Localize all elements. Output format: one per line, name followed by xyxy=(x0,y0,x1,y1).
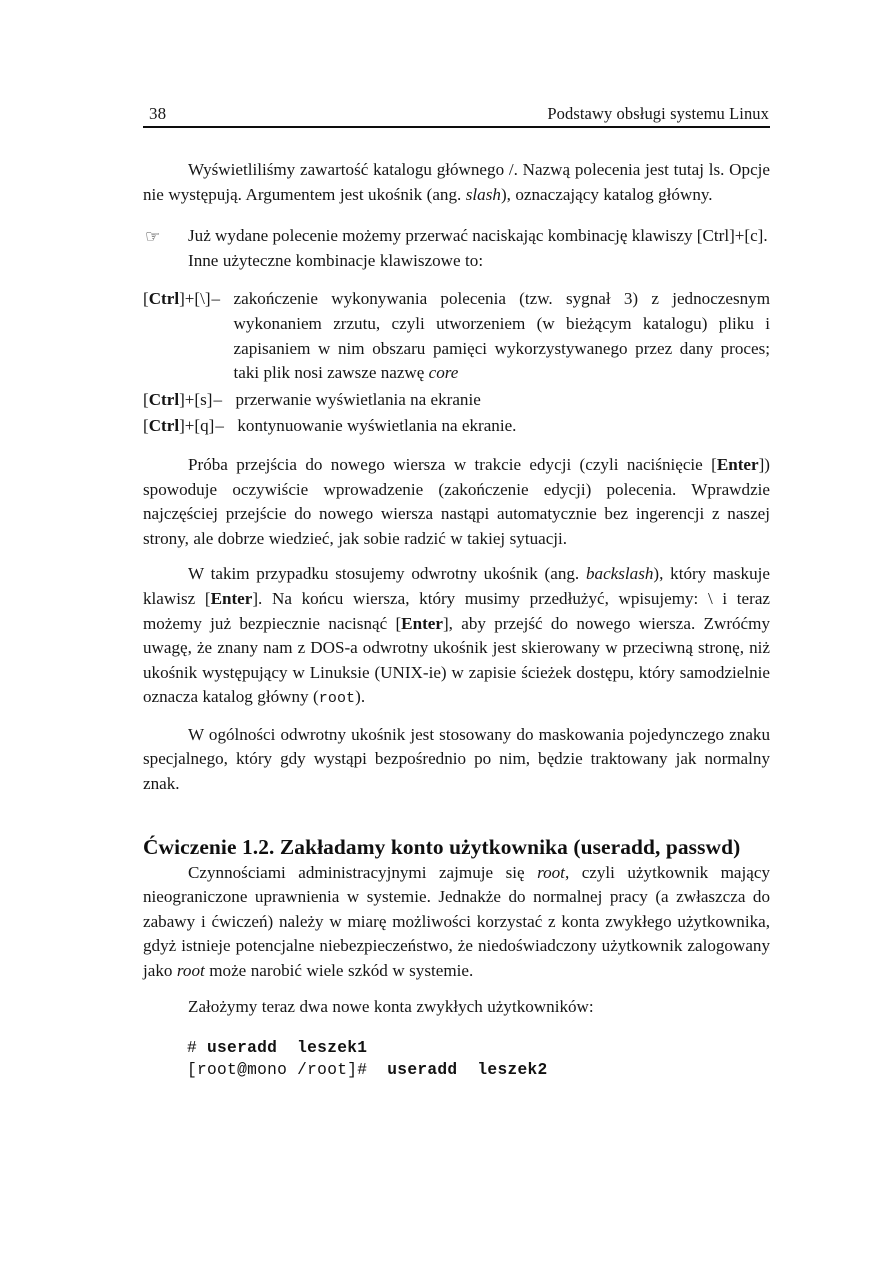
key-ctrl-label: Ctrl xyxy=(148,389,180,409)
intro-paragraph: Wyświetliliśmy zawartość katalogu głównego /. Nazwą polecenia jest tutaj ls. Opcje nie występują. Argumentem jest ukośnik (ang. slash), oznaczający katalog główny. xyxy=(143,160,770,204)
body-content xyxy=(143,158,770,1081)
term-root: root xyxy=(176,961,205,981)
terminal-transcript xyxy=(187,1037,770,1081)
key-combo-description: kontynuowanie wyświetlania na ekranie. xyxy=(237,416,517,436)
key-enter-label: Enter xyxy=(210,588,253,608)
key-combo: [Ctrl]+[s] xyxy=(143,389,213,409)
key-combo: [Ctrl]+[q] xyxy=(143,416,215,436)
key-ctrl-label: Ctrl xyxy=(148,416,180,436)
header-rule xyxy=(143,126,770,128)
exercise-lead-in: Założymy teraz dwa nowe konta zwykłych użytkowników: xyxy=(188,996,594,1016)
shell-prompt: # xyxy=(187,1039,208,1058)
enter-paragraph: Próba przejścia do nowego wiersza w trakcie edycji (czyli naciśnięcie [Enter]) spowoduje oczywiście wprowadzenie (zakończenie edycji) polecenia. Wprawdzie najczęściej przejście do nowego wiersza nastąpi automatycznie bez ingerencji z naszej strony, ale dobrze wiedzieć, jak sobie radzić w takiej sytuacji. xyxy=(143,454,770,548)
shell-command: useradd leszek1 xyxy=(207,1039,368,1058)
running-title: Podstawy obsługi systemu Linux xyxy=(547,104,769,123)
list-dash: – xyxy=(211,289,221,309)
backslash-paragraph: W takim przypadku stosujemy odwrotny ukośnik (ang. backslash), który maskuje klawisz [Enter]. Na końcu wiersza, który musimy przedłużyć, wpisujemy: \ i teraz możemy już bezpiecznie nacisnąć [Enter], aby przejść do nowego wiersza. Zwróćmy uwagę, że znany nam z DOS-a odwrotny ukośnik jest skierowany w przeciwną stronę, niż ukośnik występujący w Linuksie (UNIX-ie) w zapisie ścieżek dostępu, który samodzielnie oznacza katalog główny (root). xyxy=(143,564,770,708)
shell-command: useradd leszek2 xyxy=(377,1061,548,1080)
terminal-line xyxy=(187,1037,770,1059)
key-combination-list xyxy=(143,287,770,439)
term-core: core xyxy=(428,363,459,383)
list-dash: – xyxy=(215,416,224,436)
key-enter-label: Enter xyxy=(716,454,759,474)
key-enter-label: Enter xyxy=(401,613,443,633)
term-backslash: backslash xyxy=(585,564,654,584)
term-slash: slash xyxy=(465,184,501,204)
key-ctrl-label: Ctrl xyxy=(148,289,180,309)
terminal-line xyxy=(187,1059,770,1081)
shell-prompt: [root@mono /root]# xyxy=(187,1061,378,1080)
exercise-heading: Ćwiczenie 1.2. Zakładamy konto użytkownika (useradd, passwd) xyxy=(143,834,741,859)
keylist-lead-in: Inne użyteczne kombinacje klawiszowe to: xyxy=(188,250,484,270)
key-combination-row xyxy=(143,388,770,413)
running-head xyxy=(143,104,770,124)
key-combo-description: zakończenie wykonywania polecenia (tzw. sygnał 3) z jednoczesnym wykonaniem zrzutu, czyli utworzeniem (w bieżącym katalogu) pliku i zapisaniem w nim obszaru pamięci wykorzystywanego przez dany proces; taki plik nosi zawsze nazwę core xyxy=(233,289,770,383)
list-dash: – xyxy=(213,389,222,409)
exercise-paragraph: Czynnościami administracyjnymi zajmuje się root, czyli użytkownik mający nieograniczone uprawnienia w systemie. Jednakże do normalnej pracy (a zwłaszcza do zabawy i ćwiczeń) należy w miarę możliwości korzystać z konta zwykłego użytkownika, gdyż istnieje potencjalne niebezpieczeństwo, że niedoświadczony użytkownik zalogowany jako root może narobić wiele szkód w systemie. xyxy=(143,862,770,981)
key-combination-row xyxy=(143,287,770,385)
key-combo-description: przerwanie wyświetlania na ekranie xyxy=(235,389,481,409)
escape-paragraph: W ogólności odwrotny ukośnik jest stosowany do maskowania pojedynczego znaku specjalnego, który gdy wystąpi bezpośrednio po nim, będzie traktowany jak normalny znak. xyxy=(143,724,770,794)
key-combo: [Ctrl]+[\] xyxy=(143,289,211,309)
page-number: 38 xyxy=(149,104,167,123)
pointing-hand-icon: ☞ xyxy=(145,227,161,248)
tip-note-text: Już wydane polecenie możemy przerwać naciskając kombinację klawiszy [Ctrl]+[c]. xyxy=(188,226,768,246)
term-root: root xyxy=(537,862,565,882)
mono-root: root xyxy=(318,690,356,708)
tip-note xyxy=(143,224,770,249)
text-column xyxy=(143,104,770,1081)
key-combination-row xyxy=(143,414,770,439)
